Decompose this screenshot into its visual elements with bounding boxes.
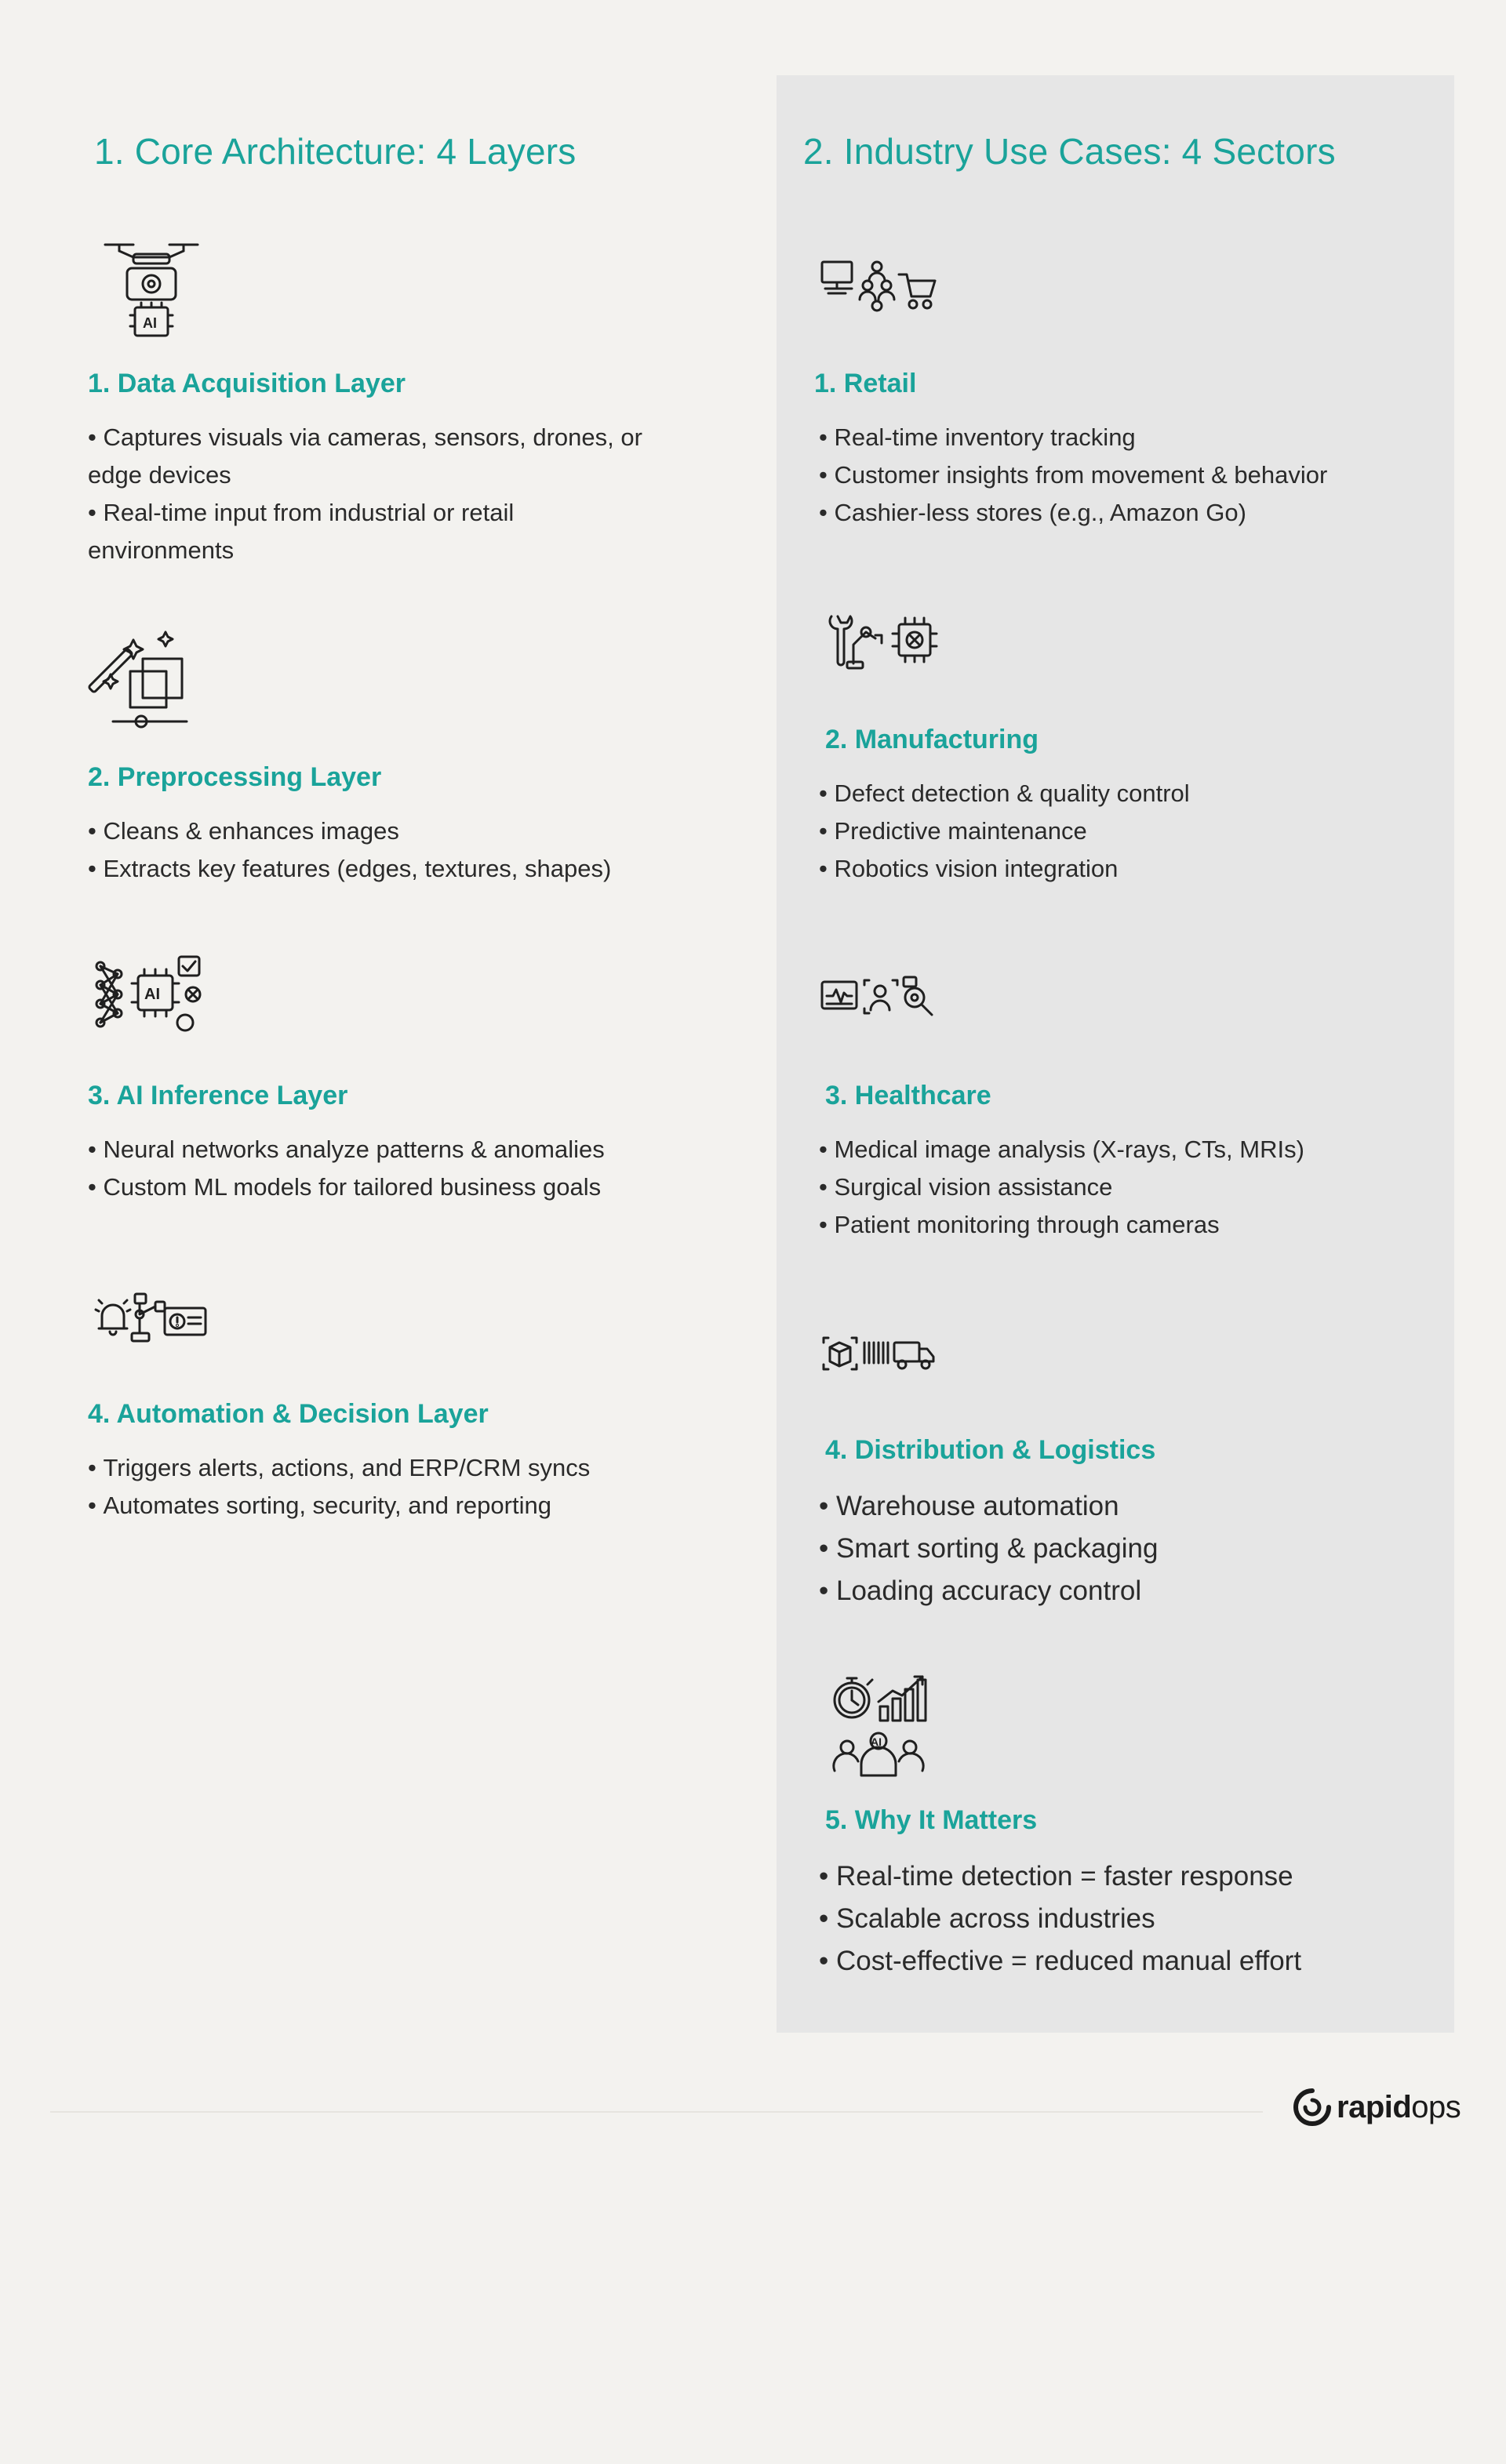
list-item: • Custom ML models for tailored business goals [88,1168,605,1206]
list-item: environments [88,536,235,564]
stopwatch-growth-team-icon [830,1674,927,1777]
alert-robot-arm-icon [94,1292,207,1343]
healthcare-bullets [819,1131,1304,1244]
preprocessing-bullets [88,812,611,888]
manufacturing-tools-robot-icon [827,612,937,670]
list-item: edge devices [88,461,231,489]
list-item: • Defect detection & quality control [819,775,1190,812]
why-it-matters-title: 5. Why It Matters [825,1805,1038,1835]
retail-title: 1. Retail [814,369,917,398]
distribution-logistics-bullets [819,1485,1158,1612]
list-item: • Patient monitoring through cameras [819,1206,1304,1244]
list-item: • Surgical vision assistance [819,1168,1304,1206]
neural-network-ai-chip-icon [94,955,206,1034]
rapidops-wordmark: rapidops [1337,2089,1461,2124]
manufacturing-title: 2. Manufacturing [825,725,1039,754]
industry-use-cases-title: 2. Industry Use Cases: 4 Sectors [803,131,1336,172]
svg-text:AI: AI [144,986,160,1003]
list-item: • Triggers alerts, actions, and ERP/CRM syncs [88,1449,590,1487]
automation-decision-title: 4. Automation & Decision Layer [88,1399,489,1429]
preprocessing-title: 2. Preprocessing Layer [88,762,382,792]
data-acquisition-bullets [88,419,642,569]
list-item: • Captures visuals via cameras, sensors, drones, or [88,419,642,456]
footer-divider [50,2111,1263,2113]
healthcare-scan-icon [820,976,937,1021]
list-item: • Real-time input from industrial or retail [88,494,642,532]
ai-inference-title: 3. AI Inference Layer [88,1081,348,1110]
list-item: • Real-time detection = faster response [819,1855,1301,1898]
list-item: • Scalable across industries [819,1898,1301,1940]
healthcare-title: 3. Healthcare [825,1081,991,1110]
data-acquisition-title: 1. Data Acquisition Layer [88,369,406,398]
logistics-box-truck-icon [820,1335,937,1374]
rapidops-logo-icon [1293,2088,1332,2127]
manufacturing-bullets [819,775,1190,888]
list-item: • Warehouse automation [819,1485,1158,1528]
list-item: • Cost-effective = reduced manual effort [819,1940,1301,1982]
magic-wand-image-icon [102,631,196,729]
list-item: • Cleans & enhances images [88,812,611,850]
retail-store-cart-icon [820,259,937,314]
distribution-logistics-title: 4. Distribution & Logistics [825,1435,1156,1465]
retail-bullets [819,419,1327,532]
core-architecture-title: 1. Core Architecture: 4 Layers [94,131,577,172]
rapidops-logo [1293,2088,1461,2127]
list-item: • Smart sorting & packaging [819,1528,1158,1570]
list-item: • Cashier-less stores (e.g., Amazon Go) [819,494,1327,532]
automation-decision-bullets [88,1449,590,1525]
svg-text:AI: AI [143,315,157,331]
svg-text:AI: AI [871,1735,882,1748]
list-item: • Automates sorting, security, and reporting [88,1487,590,1525]
list-item: • Robotics vision integration [819,850,1190,888]
list-item: • Real-time inventory tracking [819,419,1327,456]
drone-camera-ai-icon [102,240,201,339]
list-item: • Customer insights from movement & behavior [819,456,1327,494]
ai-inference-bullets [88,1131,605,1206]
list-item: • Medical image analysis (X-rays, CTs, MRIs) [819,1131,1304,1168]
why-it-matters-bullets [819,1855,1301,1982]
list-item: • Predictive maintenance [819,812,1190,850]
list-item: • Neural networks analyze patterns & anomalies [88,1131,605,1168]
list-item: • Loading accuracy control [819,1570,1158,1612]
list-item: • Extracts key features (edges, textures, shapes) [88,850,611,888]
